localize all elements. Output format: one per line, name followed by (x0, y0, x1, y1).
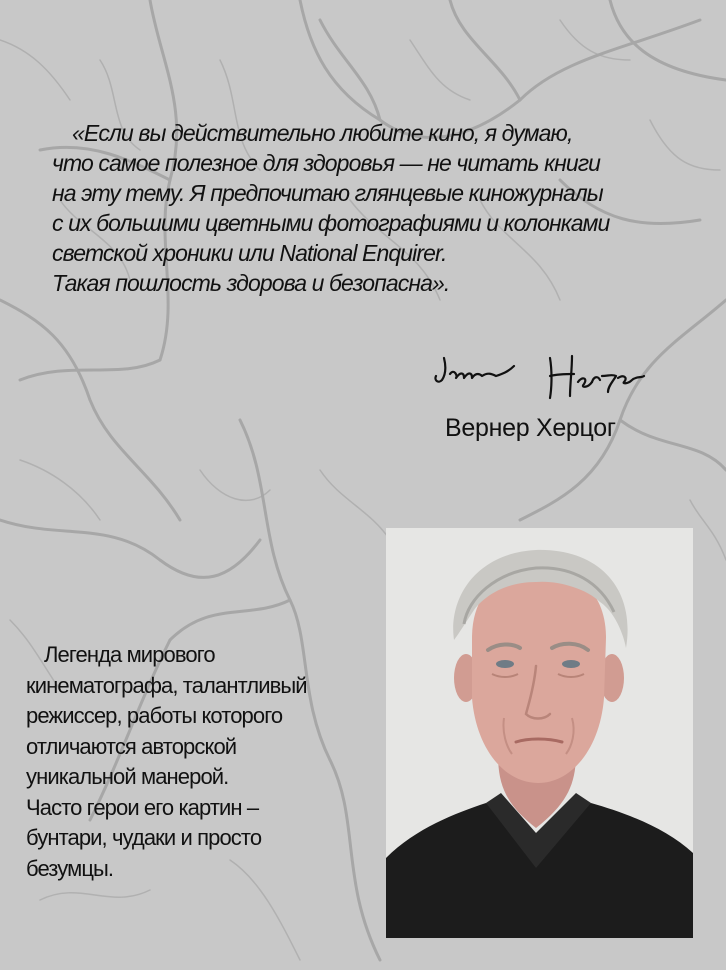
portrait-illustration (386, 528, 693, 938)
quote-line: Такая пошлость здорова и безопасна». (52, 270, 450, 296)
author-name: Вернер Херцог (445, 414, 616, 442)
quote-line: светской хроники или National Enquirer. (52, 240, 447, 266)
bio-line: Легенда мирового (44, 642, 215, 667)
bio-line: Часто герои его картин – (26, 794, 259, 820)
bio-line: кинематографа, талантливый (26, 672, 307, 698)
quote-line: что самое полезное для здоровья — не читать книги (52, 150, 601, 176)
bio-line: бунтари, чудаки и просто (26, 825, 262, 850)
bio-text (26, 640, 386, 884)
bio-line: уникальной манерой. (26, 764, 229, 789)
quote-line: с их большими цветными фотографиями и колонками (52, 210, 610, 236)
portrait-photo (386, 528, 693, 938)
bio-line: отличаются авторской (26, 733, 237, 759)
bio-line: безумцы. (26, 855, 114, 881)
quote-text (52, 118, 712, 298)
quote-line: на эту тему. Я предпочитаю глянцевые киножурналы (52, 180, 603, 206)
bio-line: режиссер, работы которого (26, 703, 283, 728)
signature-icon (432, 352, 652, 404)
quote-line: «Если вы действительно любите кино, я думаю, (72, 120, 573, 146)
